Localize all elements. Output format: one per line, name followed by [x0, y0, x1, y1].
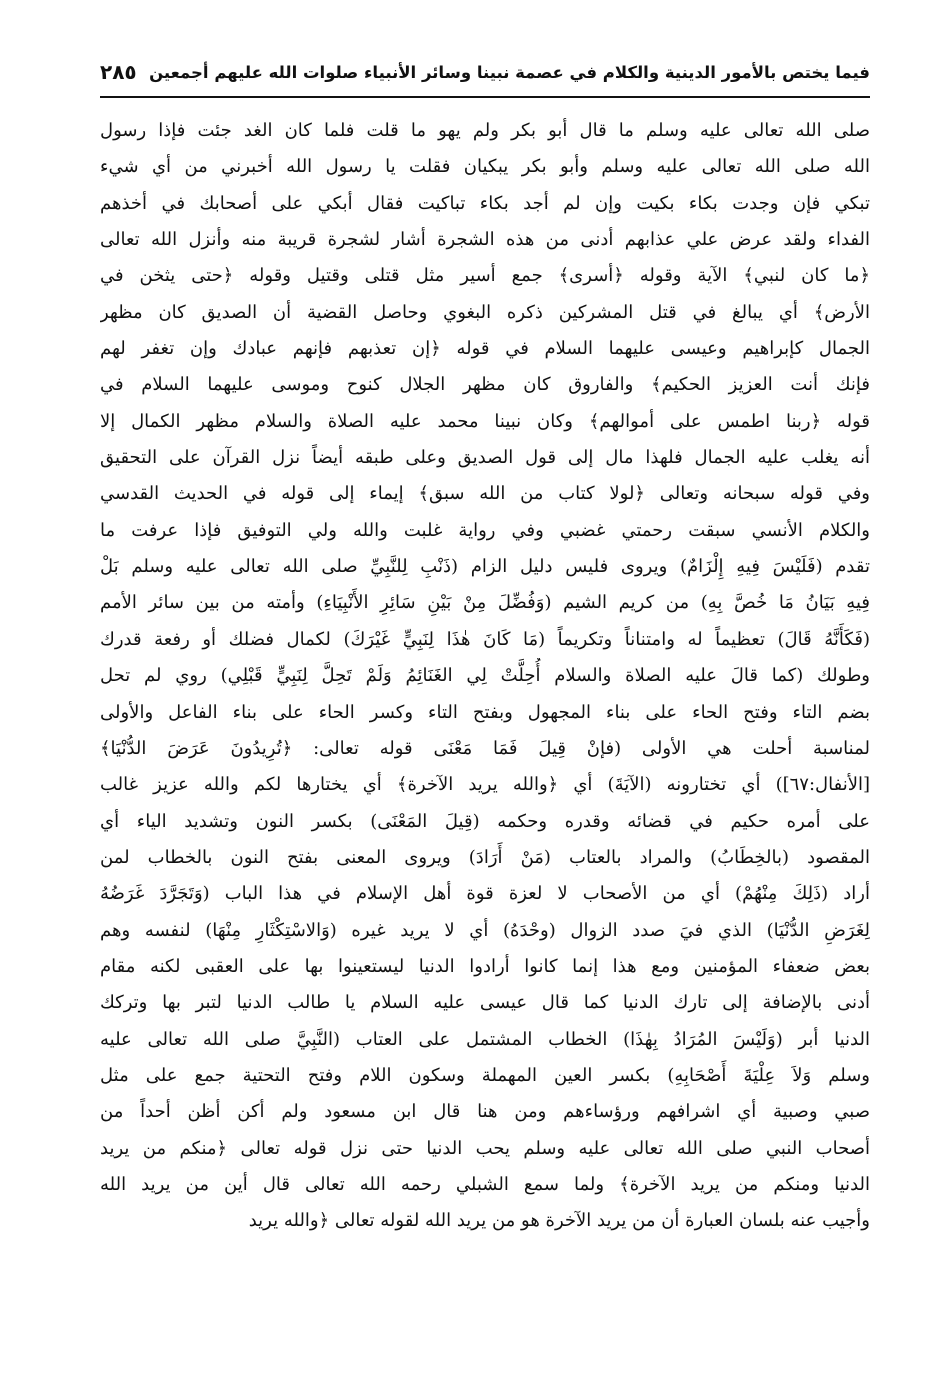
text-line: فإنك أنت العزيز الحكيم﴾ والفاروق كان مظهر الجلال كنوح وموسى عليهما السلام في — [100, 374, 870, 396]
running-header — [100, 54, 870, 90]
text-line: فِيهِ بَيَانُ مَا خُصَّ بِهِ) من كريم الشيم (وَفُضِّلَ مِنْ بَيْنِ سَائِرِ الأَنْبِيَاءِ) وأمته من بين سائر الأمم — [100, 592, 870, 614]
text-line: بضم التاء وفتح الحاء على بناء المجهول وبفتح التاء وكسر الحاء على بناء الفاعل والأولى — [100, 701, 870, 723]
text-line: لمناسبة أحلت هي الأولى (فإنْ قِيلَ فَمَا مَعْنَى قوله تعالى: ﴿تُرِيدُونَ عَرَضَ الدُّنْيَا﴾ — [100, 737, 870, 759]
text-line: ﴿ما كان لنبي﴾ الآية وقوله ﴿أسرى﴾ جمع أسير مثل قتلى وقتيل وقوله ﴿حتى يثخن في — [100, 265, 870, 287]
text-line: تقدم (فَلَيْسَ فِيهِ إِلْزَامٌ) ويروى فليس دليل الزام (ذَنْبِ لِلنَّبِيِّ صلى الله تعالى عليه وسلم بَلْ — [100, 556, 870, 578]
header-title: فيما يختص بالأمور الدينية والكلام في عصمة نبينا وسائر الأنبياء صلوات الله عليهم أجمعين — [149, 62, 870, 82]
text-line: وأجيب عنه بلسان العبارة أن من يريد الآخرة هو من يريد الله لقوله تعالى ﴿والله يريد — [248, 1210, 870, 1232]
text-line: أنه يغلب عليه الجمال فلهذا مال إلى قول الصديق وعلى طبقه أيضاً نزل القرآن على التحقيق — [100, 447, 870, 469]
text-line: أدنى بالإضافة إلى تارك الدنيا كما قال عيسى عليه السلام يا طالب الدنيا لتبر بها وتركك — [100, 992, 870, 1014]
body-text — [100, 113, 870, 1240]
text-line: لِغَرَضِ الدُّنْيَا) الذي فيَ صدد الزوال (وحْدَهُ) أي لا يريد غيره (وَالاسْتِكْثَارِ مِنْهَا) لنفسه وهم — [100, 919, 870, 941]
text-line: أراد (ذَلِكَ مِنْهُمْ) أي من الأصحاب لا لعزة قوة أهل الإسلام في هذا الباب (وَتَجَرَّدَ غَرَضُهُ — [100, 883, 870, 905]
text-line: الفداء ولقد عرض علي عذابهم أدنى من هذه الشجرة أشار لشجرة قريبة منه وأنزل الله تعالى — [100, 229, 870, 251]
page-number: ٢٨٥ — [100, 60, 137, 84]
text-line: وفي قوله سبحانه وتعالى ﴿لولا كتاب من الله سبق﴾ إيماء إلى قوله في الحديث القدسي — [100, 483, 870, 505]
text-line: الدنيا أبر (وَلَيْسَ المُرَادُ بِهٰذَا) الخطاب المشتمل على العتاب (النَّبِيَّ صلى الله تعالى عليه — [100, 1028, 870, 1050]
text-line: [الأنفال:٦٧]) أي تختارونه (الآيَةَ) أي ﴿والله يريد الآخرة﴾ أي يختارها لكم والله عزيز غالب — [100, 774, 870, 796]
text-line: تبكي فإن وجدت بكاء بكيت وإن لم أجد بكاء تباكيت فقال أبكي على أصحابك في أخذهم — [100, 192, 870, 214]
text-line: وسلم وَلاَ عِلْيَةَ أَصْحَابِهِ) بكسر العين المهملة وسكون اللام وفتح التحتية جمع على مثل — [100, 1064, 870, 1086]
text-line: (فَكَأَنَّهُ قَالَ) تعظيماً له وامتناناً وتكريماً (مَا كَانَ هٰذَا لِنَبِيٍّ غَيْرَكَ) لكمال فضلك أو رفعة قدرك — [100, 628, 870, 650]
text-line: الجمال كإبراهيم وعيسى عليهما السلام في قوله ﴿إن تعذبهم فإنهم عبادك وإن تغفر لهم — [100, 338, 870, 360]
text-line: والكلام الأنسي سبقت رحمتي غضبي وفي رواية غلبت والله ولي التوفيق فإذا عرفت ما — [100, 519, 870, 541]
text-line: وطولك (كما قالَ عليه الصلاة والسلام أُحِلَّتْ لِي الغَنَائِمُ وَلَمْ تَحِلَّ لِنَبِيٍّ قَبْلِي) روي لم تحل — [100, 665, 870, 687]
text-line: المقصود (بالخِطَابُ) والمراد بالعتاب (مَنْ أَرَادَ) ويروى المعنى بفتح النون بالخطاب لمن — [100, 846, 870, 868]
text-line: الله صلى الله تعالى عليه وسلم وأبو بكر يبكيان فقلت يا رسول الله أخبرني من أي شيء — [100, 156, 870, 178]
text-line: قوله ﴿ربنا اطمس على أموالهم﴾ وكان نبينا محمد عليه الصلاة والسلام مظهر الكمال إلا — [100, 410, 870, 432]
text-line: بعض ضعفاء المؤمنين ومع هذا إنما كانوا أرادوا الدنيا ليستعينوا بها على العقبى لكنه مقام — [100, 955, 870, 977]
text-line: صبي وصبية أي اشرافهم ورؤساءهم ومن هنا قال ابن مسعود ولم أكن أظن أحداً من — [100, 1101, 870, 1123]
text-line: أصحاب النبي صلى الله تعالى عليه وسلم يحب الدنيا حتى نزل قوله تعالى ﴿منكم من يريد — [100, 1137, 870, 1159]
text-line: صلى الله تعالى عليه وسلم ما قال أبو بكر ولم يهو ما قلت فلما كان الغد جئت فإذا رسول — [100, 120, 870, 141]
text-line: على أمره حكيم في قضائه وقدره وحكمه (قِيلَ المَعْنَى) بكسر النون وتشديد الياء أي — [100, 810, 870, 832]
text-line: الأرض﴾ أي يبالغ في قتل المشركين ذكره البغوي وحاصل القضية أن الصديق كان مظهر — [100, 301, 870, 323]
text-line: الدنيا ومنكم من يريد الآخرة﴾ ولما سمع الشبلي رحمه الله تعالى قال أين من يريد الله — [100, 1173, 870, 1195]
header-rule — [100, 96, 870, 98]
